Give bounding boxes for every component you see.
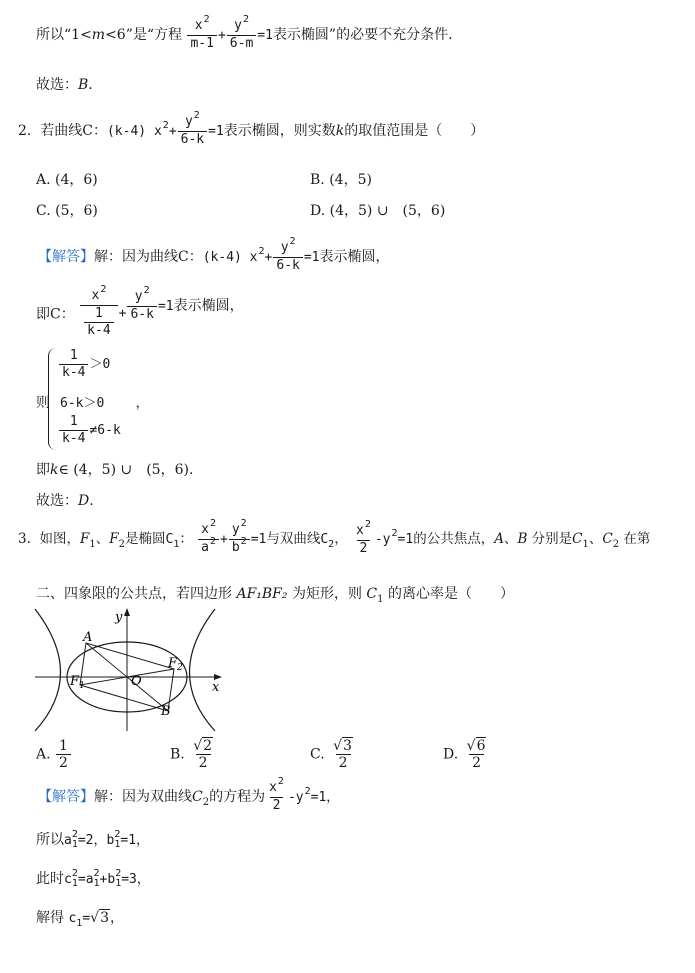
fraction-1-over-k-4 bbox=[59, 348, 88, 381]
num: x bbox=[91, 288, 100, 303]
exp: 2 bbox=[304, 786, 311, 797]
label-o: O bbox=[131, 674, 142, 689]
var-c1: C bbox=[366, 586, 378, 602]
den: k-4 bbox=[59, 430, 88, 447]
answer-value: B bbox=[78, 77, 89, 93]
value: =2， bbox=[77, 833, 107, 848]
fraction-x2-over-m-1 bbox=[187, 14, 216, 52]
text: . bbox=[88, 77, 93, 93]
eq: = bbox=[77, 872, 86, 887]
num: x bbox=[269, 780, 277, 795]
solution-3-line-1 bbox=[38, 776, 340, 814]
num: 6 bbox=[476, 738, 486, 754]
text: 表示椭圆”的必要不充分条件. bbox=[272, 27, 453, 43]
exp: 2 bbox=[240, 518, 247, 529]
sub: 2 bbox=[202, 797, 210, 808]
solution-tag: 【解答】 bbox=[38, 789, 94, 805]
text: 表示椭圆，则实数 bbox=[223, 123, 336, 139]
fraction-1-over-k-4 bbox=[59, 414, 88, 447]
num: y bbox=[184, 114, 193, 129]
exp: 2 bbox=[277, 776, 284, 787]
sub: 1 bbox=[71, 878, 78, 889]
question-number: 2. bbox=[18, 123, 32, 139]
num: y bbox=[231, 522, 240, 537]
exp: 2 bbox=[240, 536, 247, 547]
text: 的取值范围是（ ） bbox=[344, 123, 485, 139]
answer-label: 故选： bbox=[36, 493, 78, 509]
eq: = bbox=[82, 911, 91, 926]
text: ： bbox=[179, 531, 193, 547]
inequality: 6-k＞0 bbox=[60, 396, 105, 411]
var-b: b bbox=[106, 833, 115, 848]
answer-label: 故选： bbox=[36, 77, 78, 93]
sub: 1 bbox=[115, 878, 122, 889]
sub: 2 bbox=[612, 539, 620, 550]
system-row-1 bbox=[58, 348, 110, 381]
text: 即C： bbox=[36, 306, 75, 323]
text: 与双曲线 bbox=[266, 531, 321, 547]
den: 2 bbox=[270, 797, 284, 814]
option-text: (5，6) bbox=[55, 203, 98, 219]
var-k: k bbox=[50, 462, 59, 478]
minus-y: -y bbox=[374, 532, 391, 547]
answer-1 bbox=[36, 74, 93, 94]
q3-option-a bbox=[36, 738, 72, 771]
eq: =1 bbox=[250, 532, 267, 547]
text: ∈ (4，5) ∪ (5，6). bbox=[58, 462, 194, 478]
option-letter: D. bbox=[443, 746, 459, 763]
minus-y: -y bbox=[287, 790, 304, 805]
plus: + bbox=[264, 250, 273, 265]
fraction-1-over-2 bbox=[56, 738, 71, 771]
question-number: 3. bbox=[18, 531, 31, 547]
answer-2 bbox=[36, 490, 94, 510]
question-3-line-2 bbox=[36, 583, 514, 603]
sqrt-sign: √ bbox=[333, 738, 343, 754]
var-c2: C bbox=[320, 532, 329, 547]
sqrt-sign: √ bbox=[90, 910, 100, 926]
option-d bbox=[310, 200, 445, 220]
exp: 2 bbox=[143, 284, 150, 296]
sqrt-sign: √ bbox=[466, 738, 476, 754]
num: 1 bbox=[59, 738, 68, 754]
value: =1， bbox=[120, 833, 150, 848]
text: ， bbox=[109, 910, 124, 926]
text: 此时 bbox=[36, 871, 64, 887]
value: =3， bbox=[121, 872, 150, 887]
sub: 1 bbox=[173, 539, 180, 550]
q3-option-c bbox=[310, 738, 357, 771]
f: F bbox=[168, 656, 178, 671]
option-a bbox=[36, 169, 98, 189]
label-a: A bbox=[83, 630, 93, 645]
sub: 1 bbox=[377, 594, 384, 605]
den: 6-m bbox=[227, 35, 256, 52]
den: 2 bbox=[357, 540, 371, 557]
text: 为矩形，则 bbox=[291, 586, 362, 602]
option-letter: C. bbox=[310, 746, 325, 763]
system-row-2 bbox=[60, 392, 149, 411]
exp: 2 bbox=[209, 518, 216, 529]
solution-3-line-2 bbox=[36, 829, 149, 850]
text: 在第 bbox=[623, 531, 651, 547]
var-f1: F bbox=[79, 531, 90, 547]
relation: ≠6-k bbox=[89, 423, 121, 438]
option-letter: C. bbox=[36, 203, 51, 219]
exp: 2 bbox=[209, 536, 216, 547]
solution-2-line-1 bbox=[38, 236, 390, 274]
num: x bbox=[356, 522, 364, 538]
text: 表示椭圆， bbox=[173, 297, 244, 314]
num: y bbox=[134, 288, 143, 304]
exp: 2 bbox=[203, 14, 210, 25]
text: 的离心率是（ ） bbox=[387, 586, 514, 602]
text: 即 bbox=[36, 462, 50, 478]
den: 2 bbox=[56, 754, 71, 771]
text: ， bbox=[334, 531, 348, 547]
fraction-y2-over-6-k bbox=[178, 110, 207, 148]
text: ， bbox=[135, 396, 149, 411]
den: m-1 bbox=[187, 35, 216, 52]
fraction-x2-over-2 bbox=[266, 776, 287, 814]
den: 2 bbox=[196, 754, 211, 771]
label-y: y bbox=[115, 610, 123, 625]
text: <6”是“方程 bbox=[105, 27, 183, 43]
fraction-y2-over-6-k bbox=[127, 284, 156, 323]
option-letter: D. bbox=[310, 203, 326, 219]
label-x: x bbox=[212, 680, 220, 695]
plus: + bbox=[220, 532, 228, 547]
plus: + bbox=[217, 28, 226, 43]
text: 解：因为双曲线 bbox=[94, 789, 192, 805]
text: 则 bbox=[36, 395, 50, 411]
fraction-sqrt6-over-2 bbox=[464, 738, 490, 771]
solution-tag: 【解答】 bbox=[38, 249, 94, 265]
eq: =1 bbox=[397, 532, 414, 547]
eq: =1， bbox=[310, 790, 340, 805]
num: 3 bbox=[343, 738, 352, 754]
text: 如图， bbox=[39, 531, 80, 547]
expr: (k-4) x bbox=[106, 124, 162, 139]
num: 1 bbox=[69, 348, 78, 363]
num: 1 bbox=[69, 414, 78, 429]
fraction-x2-over-a2 bbox=[198, 518, 219, 557]
text: 、 bbox=[503, 531, 518, 547]
var-c1: C bbox=[572, 531, 583, 547]
hyperbola-left-branch bbox=[35, 609, 61, 731]
text: 二、四象限的公共点，若四边形 bbox=[36, 586, 232, 602]
radicand: 3 bbox=[100, 910, 109, 926]
exp: 2 bbox=[71, 868, 78, 879]
solution-2-result bbox=[36, 459, 193, 479]
den: 6-k bbox=[127, 306, 156, 323]
den: 6-k bbox=[273, 257, 302, 274]
var-c: c bbox=[64, 872, 72, 887]
option-text: (4，6) bbox=[55, 172, 98, 188]
var-k: k bbox=[335, 123, 345, 139]
text: 所以 bbox=[36, 832, 64, 848]
fraction-sqrt3-over-2 bbox=[330, 738, 356, 771]
hyperbola-right-branch bbox=[190, 609, 216, 731]
plus: + bbox=[168, 124, 177, 139]
eq: =1 bbox=[303, 250, 320, 265]
exp: 2 bbox=[71, 829, 78, 840]
var-m: m bbox=[91, 27, 106, 43]
sub: 1 bbox=[76, 918, 83, 929]
exp: 2 bbox=[93, 868, 100, 879]
text: . bbox=[89, 493, 94, 509]
sub: 1 bbox=[582, 539, 589, 550]
text: 是椭圆 bbox=[124, 531, 166, 547]
exp: 2 bbox=[115, 868, 122, 879]
option-letter: B. bbox=[310, 172, 325, 188]
y-axis-arrow bbox=[124, 608, 130, 616]
var-c2: C bbox=[602, 531, 613, 547]
fraction-y2-over-b2 bbox=[229, 518, 250, 557]
fraction-x2-over-2 bbox=[353, 518, 374, 557]
option-letter: A. bbox=[36, 172, 51, 188]
var-c1: C bbox=[165, 532, 174, 547]
option-letter: A. bbox=[36, 746, 51, 763]
num: y bbox=[280, 240, 289, 255]
option-c bbox=[36, 200, 98, 220]
sqrt-sign: √ bbox=[193, 738, 203, 754]
var-a: a bbox=[64, 833, 72, 848]
sub: 2 bbox=[328, 539, 335, 550]
q3-option-d bbox=[443, 738, 490, 771]
num: y bbox=[234, 18, 242, 33]
exp: 2 bbox=[162, 120, 169, 131]
label-f2 bbox=[167, 656, 183, 673]
den: 2 bbox=[469, 754, 484, 771]
text: 所以“1< bbox=[36, 27, 92, 43]
ellipse-hyperbola-figure bbox=[30, 605, 230, 735]
option-letter: B. bbox=[170, 746, 185, 763]
sub: 1 bbox=[114, 839, 121, 850]
relation: ＞0 bbox=[89, 357, 111, 372]
fraction-x2-over-1-over-k-4 bbox=[80, 284, 117, 339]
exp: 2 bbox=[364, 518, 371, 530]
sub: 2 bbox=[177, 663, 183, 673]
sub: 1 bbox=[71, 839, 78, 850]
system-row-3 bbox=[58, 414, 121, 447]
fraction-sqrt2-over-2 bbox=[190, 738, 216, 771]
sub: 1 bbox=[79, 681, 85, 691]
fraction-y2-over-6-k bbox=[273, 236, 302, 274]
question-3-line-1 bbox=[18, 518, 651, 557]
quad-name: AF₁BF₂ bbox=[236, 586, 288, 602]
exp: 2 bbox=[242, 14, 249, 25]
exp: 2 bbox=[114, 829, 121, 840]
plus: + bbox=[99, 872, 108, 887]
num: x bbox=[194, 18, 203, 33]
text: 的公共焦点， bbox=[413, 531, 495, 547]
num: x bbox=[201, 522, 209, 537]
num: 1 bbox=[95, 306, 103, 321]
den: b bbox=[231, 540, 240, 555]
exp: 2 bbox=[391, 528, 398, 539]
var-b: B bbox=[517, 531, 528, 547]
solution-3-line-3 bbox=[36, 868, 150, 889]
exp: 2 bbox=[289, 236, 296, 247]
eq: =1 bbox=[257, 28, 273, 43]
solution-3-line-4 bbox=[36, 907, 124, 927]
text: 解得 bbox=[36, 910, 64, 926]
text: 解：因为曲线C： bbox=[94, 249, 203, 265]
eq: =1 bbox=[208, 124, 224, 139]
text: 、 bbox=[588, 531, 603, 547]
option-b bbox=[310, 169, 372, 189]
den: 6-k bbox=[178, 131, 207, 148]
sub: 2 bbox=[118, 539, 125, 550]
text: 表示椭圆， bbox=[319, 249, 390, 265]
den: 2 bbox=[336, 754, 351, 771]
var-c2: C bbox=[192, 789, 203, 805]
fraction-y2-over-6-m bbox=[227, 14, 256, 52]
answer-value: D bbox=[78, 493, 90, 509]
text: 的方程为 bbox=[209, 789, 266, 805]
den: a bbox=[201, 540, 209, 555]
var-c: c bbox=[68, 911, 77, 926]
var-b: b bbox=[107, 872, 116, 887]
solution-2-line-2 bbox=[36, 284, 244, 339]
q3-option-b bbox=[170, 738, 217, 771]
paragraph-1 bbox=[36, 14, 453, 52]
sub: 1 bbox=[93, 878, 100, 889]
text: 、 bbox=[95, 531, 110, 547]
plus: + bbox=[118, 306, 127, 321]
option-text: (4，5) bbox=[329, 172, 372, 188]
den: k-4 bbox=[59, 364, 88, 381]
exp: 2 bbox=[258, 246, 265, 257]
var-f2: F bbox=[109, 531, 119, 547]
sub: 1 bbox=[89, 539, 96, 550]
num: 2 bbox=[203, 738, 213, 754]
exp: 2 bbox=[100, 284, 107, 295]
expr: (k-4) x bbox=[202, 250, 258, 265]
var-a: A bbox=[494, 531, 504, 547]
den: k-4 bbox=[84, 322, 113, 339]
var-a: a bbox=[85, 872, 94, 887]
label-b: B bbox=[161, 704, 171, 719]
eq: =1 bbox=[157, 298, 174, 314]
question-2 bbox=[18, 110, 485, 148]
text: 分别是 bbox=[531, 531, 573, 547]
exp: 2 bbox=[193, 110, 200, 121]
f: F bbox=[70, 674, 80, 689]
option-text: (4，5) ∪ (5，6) bbox=[329, 203, 446, 219]
text: 若曲线C： bbox=[40, 123, 107, 139]
